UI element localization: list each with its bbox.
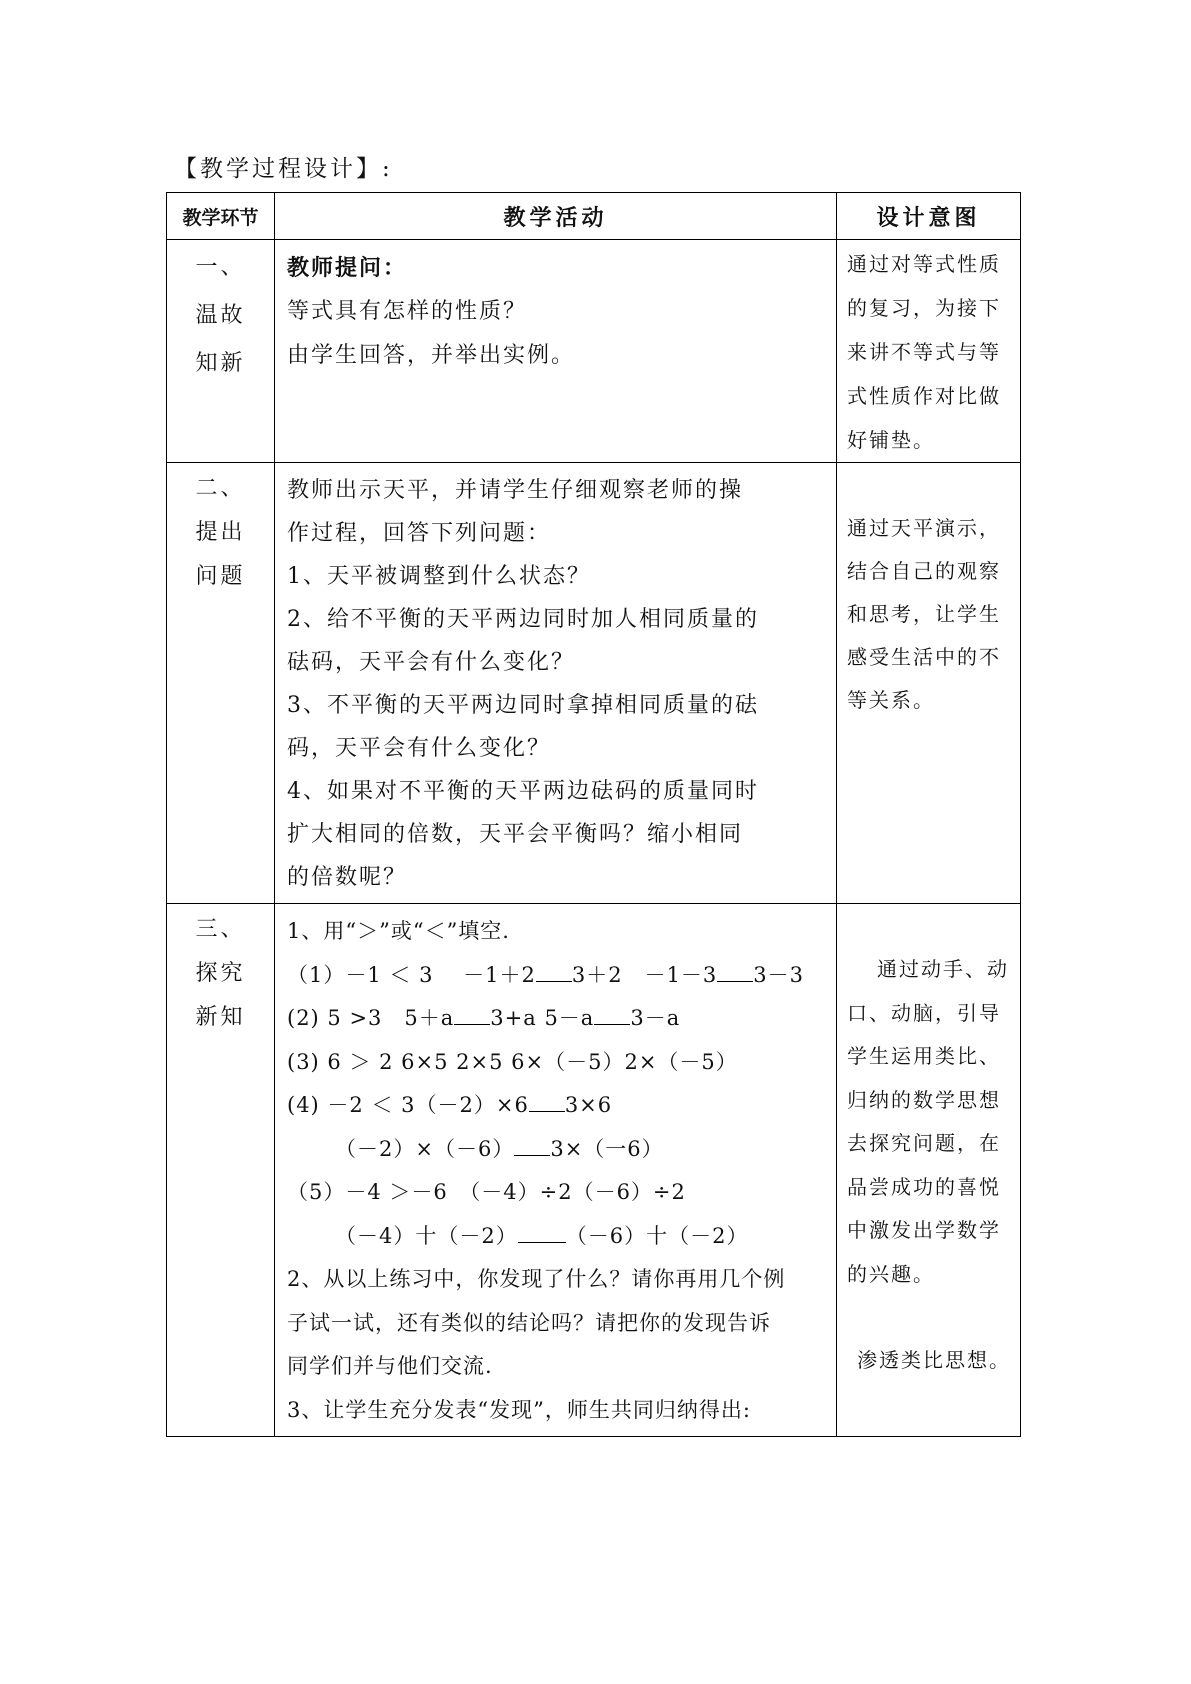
header-stage: 教学环节 <box>167 193 275 240</box>
activity-line: 3、让学生充分发表“发现”，师生共同归纳得出: <box>287 1397 751 1422</box>
intent-line: 感受生活中的不 <box>847 645 1001 669</box>
activity-line: 的倍数呢？ <box>287 865 408 890</box>
lesson-plan-table <box>166 192 1021 1437</box>
activity-line: 子试一试，还有类似的结论吗？请把你的发现告诉 <box>287 1310 771 1335</box>
intent-line: 渗透类比思想。 <box>857 1348 1011 1372</box>
activity-cell <box>275 240 837 463</box>
intent-line: 结合自己的观察 <box>847 559 1001 583</box>
section-heading: 【教学过程设计】: <box>174 156 393 182</box>
answer-blank <box>717 961 753 982</box>
activity-line: 2、从以上练习中，你发现了什么？请你再用几个例 <box>287 1267 786 1291</box>
activity-line: 2、给不平衡的天平两边同时加人相同质量的 <box>287 607 759 632</box>
intent-line: 中激发出学数学 <box>847 1218 1001 1242</box>
activity-line <box>287 1128 824 1172</box>
activity-line: 3、不平衡的天平两边同时拿掉相同质量的砝 <box>287 693 759 718</box>
intent-line: 品尝成功的喜悦 <box>847 1174 1001 1199</box>
stage-label: 温故 <box>195 303 246 328</box>
intent-line: 归纳的数学思想 <box>847 1087 1001 1112</box>
answer-blank <box>594 1004 630 1025</box>
activity-line: (3) 6 ＞ 2 6×5 2×5 6×（－5）2×（－5） <box>287 1049 738 1074</box>
intent-line: 的复习，为接下 <box>847 296 1001 320</box>
intent-line: 式性质作对比做 <box>847 384 1001 408</box>
activity-line: 等式具有怎样的性质？ <box>287 299 528 324</box>
exercise-text: 3＋2 －1－3 <box>571 962 718 987</box>
stage-cell <box>167 240 275 463</box>
activity-line: 4、如果对不平衡的天平两边砝码的质量同时 <box>287 779 759 804</box>
intent-line: 去探究问题，在 <box>847 1131 1001 1155</box>
exercise-text: （1）－1 ＜ 3 －1＋2 <box>287 962 536 987</box>
stage-label: 知新 <box>195 351 246 376</box>
intent-line: 和思考，让学生 <box>847 602 1001 626</box>
intent-line: 学生运用类比、 <box>847 1044 1001 1068</box>
activity-line <box>287 1084 824 1128</box>
activity-line: 砝码，天平会有什么变化？ <box>287 650 576 675</box>
activity-line <box>287 997 824 1041</box>
answer-blank <box>536 961 572 982</box>
table-row <box>167 463 1021 904</box>
stage-label: 二、 <box>195 476 246 501</box>
activity-line: 由学生回答，并举出实例。 <box>287 343 576 368</box>
intent-cell <box>837 904 1021 1437</box>
activity-line: 同学们并与他们交流. <box>287 1354 493 1378</box>
exercise-text: （－2）×（－6） <box>335 1136 515 1161</box>
stage-label: 提出 <box>195 520 246 545</box>
stage-label: 三、 <box>195 917 246 942</box>
stage-label: 问题 <box>195 564 246 589</box>
intent-cell <box>837 463 1021 904</box>
exercise-text: 3×（一6） <box>550 1136 664 1161</box>
intent-line: 来讲不等式与等 <box>847 340 1001 364</box>
activity-line: （5）－4 ＞－6 （－4）÷2（－6）÷2 <box>287 1180 686 1204</box>
header-activity: 教学活动 <box>275 193 837 240</box>
answer-blank <box>529 1091 565 1112</box>
table-row <box>167 904 1021 1437</box>
activity-line <box>287 954 824 998</box>
stage-cell <box>167 463 275 904</box>
activity-line <box>287 1215 824 1259</box>
intent-line: 好铺垫。 <box>847 428 935 452</box>
exercise-text: 3×6 <box>564 1093 613 1117</box>
stage-label: 探究 <box>195 961 246 986</box>
intent-line: 等关系。 <box>847 688 935 712</box>
exercise-text: （－6）十（－2） <box>565 1223 749 1248</box>
intent-line: 通过动手、动 <box>877 957 1009 981</box>
activity-cell <box>275 904 837 1437</box>
intent-line: 口、动脑，引导 <box>847 1000 1001 1025</box>
intent-line: 的兴趣。 <box>847 1261 935 1286</box>
activity-line: 教师出示天平，并请学生仔细观察老师的操 <box>287 478 744 503</box>
activity-line: 教师提问： <box>287 255 408 281</box>
exercise-text: 3+a 5－a <box>490 1006 595 1030</box>
answer-blank <box>514 1135 550 1156</box>
exercise-text: （－4）十（－2） <box>335 1223 518 1248</box>
exercise-text: (4) －2 ＜ 3（－2）×6 <box>287 1093 529 1117</box>
answer-blank <box>518 1222 566 1243</box>
activity-line: 作过程，回答下列问题： <box>287 521 552 546</box>
intent-line: 通过对等式性质 <box>847 252 1001 276</box>
exercise-text: 3－3 <box>753 962 805 987</box>
header-intent: 设计意图 <box>837 193 1021 240</box>
exercise-text: 3－a <box>630 1006 681 1030</box>
activity-line: 1、天平被调整到什么状态？ <box>287 564 591 589</box>
table-row <box>167 240 1021 463</box>
stage-label: 新知 <box>195 1005 246 1030</box>
activity-cell <box>275 463 837 904</box>
stage-label: 一、 <box>195 255 246 280</box>
activity-line: 扩大相同的倍数，天平会平衡吗？缩小相同 <box>287 822 744 847</box>
activity-line: 1、用“＞”或“＜”填空. <box>287 919 510 943</box>
activity-line: 码，天平会有什么变化？ <box>287 736 552 761</box>
table-header-row <box>167 193 1021 240</box>
stage-cell <box>167 904 275 1437</box>
intent-cell <box>837 240 1021 463</box>
exercise-text: (2) 5 >3 5＋a <box>287 1006 455 1030</box>
intent-line: 通过天平演示， <box>847 516 1001 540</box>
answer-blank <box>454 1004 490 1025</box>
